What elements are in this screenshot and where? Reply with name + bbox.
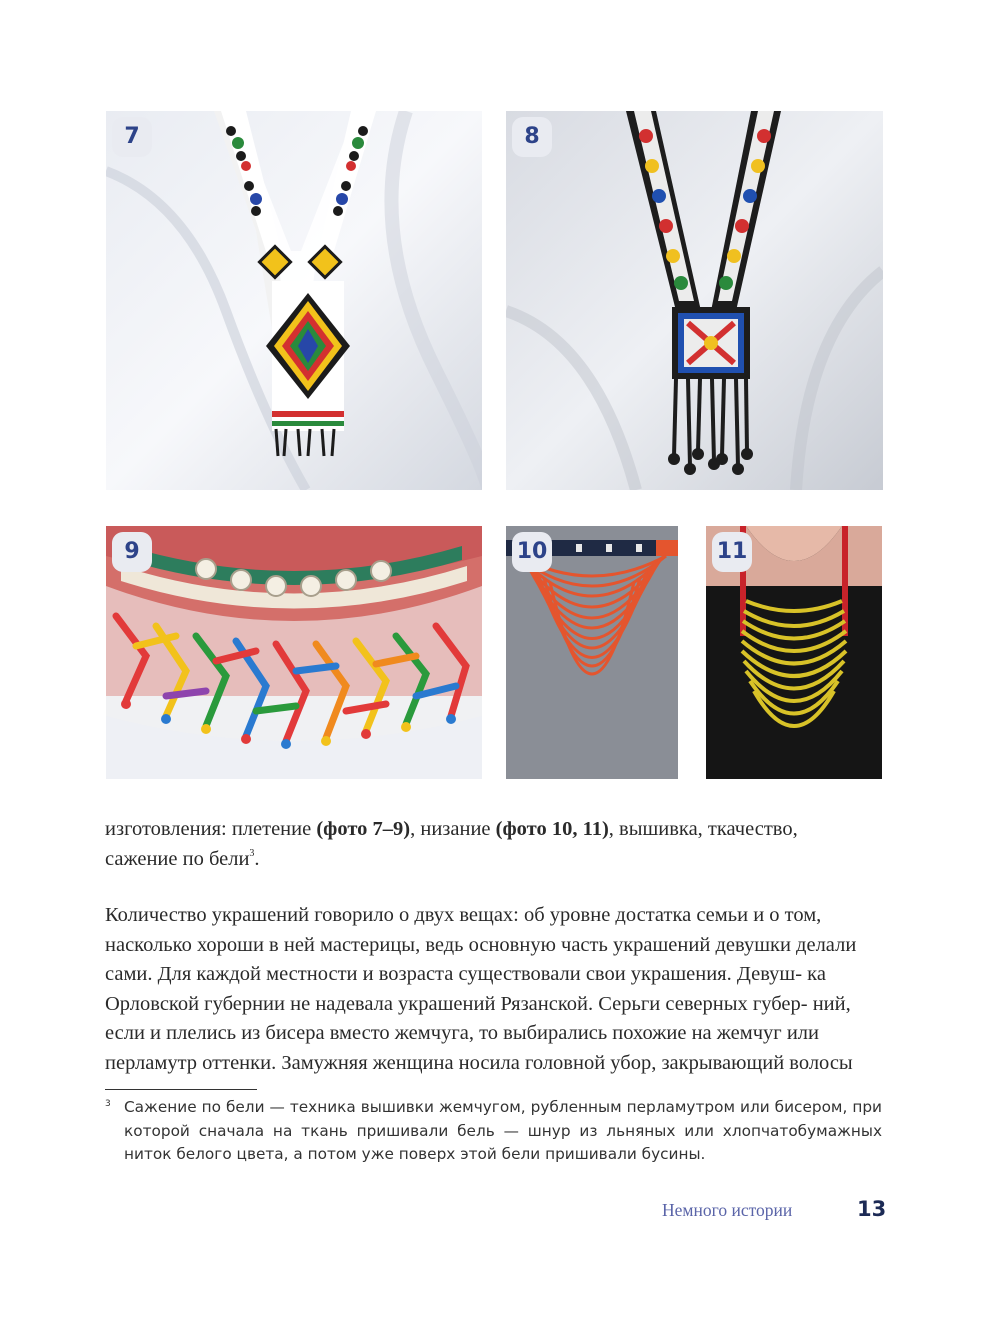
paragraph-line: ка Орловской губернии не надевала украшений Рязанской. Серьги северных губер- <box>105 963 826 1015</box>
photo-label: 7 <box>112 117 152 157</box>
footnote-reference: 3 <box>249 847 255 859</box>
photo-reference: (фото 7–9) <box>316 818 411 840</box>
footnote-number: 3 <box>105 1099 111 1109</box>
photo-7-image <box>106 111 482 490</box>
text-run: изготовления: плетение <box>105 818 317 840</box>
photo-8-image <box>506 111 883 490</box>
paragraph-line: и о том, насколько хороши в ней мастерицы, ведь основную часть украшений девушки <box>105 904 822 956</box>
running-title: Немного истории <box>662 1200 793 1220</box>
footnote <box>105 1096 882 1167</box>
text-run: . <box>254 847 260 870</box>
photo-label: 9 <box>112 532 152 572</box>
paragraph-jewellery-amount <box>105 901 882 1078</box>
photo-8 <box>506 111 883 490</box>
photo-label: 10 <box>512 532 552 572</box>
paragraph-line: ний, если и плелись из бисера вместо жемчуга, то выбирались похожие на жемчуг или <box>105 992 851 1044</box>
photo-9 <box>106 526 482 779</box>
photo-10 <box>506 526 678 779</box>
text-run: сажение по бели <box>105 847 250 870</box>
photo-9-image <box>106 526 482 779</box>
photo-11 <box>706 526 882 779</box>
page-number: 13 <box>857 1197 887 1221</box>
photo-reference: (фото 10, 11) <box>495 818 609 840</box>
footnote-text: Сажение по бели — техника вышивки жемчугом, рубленным перламутром или бисером, при которой сначала на ткань пришивали бель — шнур из льняных или хлопчатобумажных ниток белого цвета, а потом уже поверх этой бели пришивали бусины. <box>124 1098 882 1163</box>
photo-label: 11 <box>712 532 752 572</box>
footnote-divider <box>105 1089 257 1090</box>
text-run: , вышивка, ткачество, <box>608 818 798 840</box>
photo-label: 8 <box>512 117 552 157</box>
paragraph-line: Количество украшений говорило о двух вещах: об уровне достатка семьи <box>105 904 749 926</box>
paragraph-line: делали сами. Для каждой местности и возраста существовали свои украшения. Девуш- <box>105 933 857 985</box>
photo-7 <box>106 111 482 490</box>
paragraph-line: перламутр оттенки. Замужняя женщина носила головной убор, закрывающий волосы <box>105 1051 853 1074</box>
text-run: , низание <box>410 818 496 840</box>
paragraph-techniques <box>105 815 882 874</box>
